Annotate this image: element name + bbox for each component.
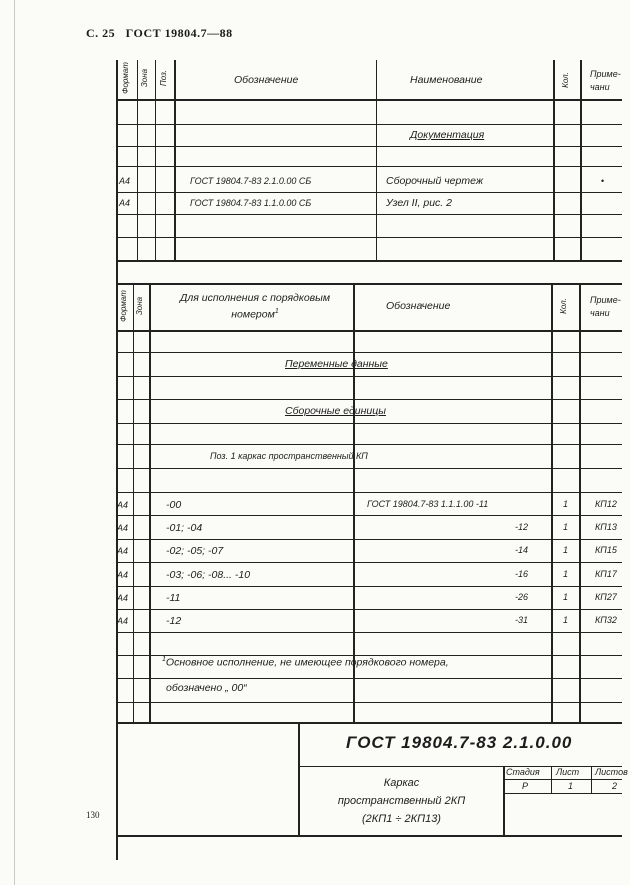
col-header-designation: Обозначение [234,74,299,86]
page-number: С. 25 [86,26,116,40]
table-rule-line [116,586,622,587]
table-rule-line [116,352,622,353]
table-rule-line [116,192,622,193]
table-rule-line [551,283,553,723]
row1-designation: ГОСТ 19804.7-83 2.1.0.00 СБ [190,176,312,186]
title-name-line2: пространственный 2КП [337,795,466,807]
table-rule-line [116,835,622,837]
table-rule-line [116,146,622,147]
page-header [86,26,233,41]
position-line: Поз. 1 каркас пространственный КП [210,451,368,461]
section-variable-data: Переменные данные [285,358,388,370]
table-rule-line [116,444,622,445]
col2-header-qty: Кол. [559,298,568,314]
col2-header-zone: Зона [135,296,144,316]
table-rule-line [116,99,622,101]
table-rule-line [376,60,377,260]
standard-code: ГОСТ 19804.7—88 [125,26,233,40]
table-rule-line [116,330,622,332]
col-header-qty: Кол. [561,72,570,88]
table-rule-line [149,283,151,723]
table-rule-line [155,60,156,260]
section-documentation: Документация [410,129,485,141]
col2-header-format: Формат [119,290,128,322]
table-rule-line [116,678,622,679]
row2-designation: ГОСТ 19804.7-83 1.1.0.00 СБ [190,198,312,208]
col-header-name: Наименование [410,74,483,86]
table-rule-line [116,214,622,215]
scan-edge [14,0,15,885]
table-rule-line [116,609,622,610]
table-rule-line [116,632,622,633]
table-rule-line [503,779,622,780]
col-header-zone: Зона [140,68,149,88]
col-header-note: Приме-чани [590,69,621,92]
table-rule-line [591,766,592,793]
table-rule-line [116,702,622,703]
section-assemblies: Сборочные единицы [285,405,386,417]
table-rule-line [116,492,622,493]
col-header-format: Формат [121,62,130,94]
table-rule-line [116,376,622,377]
table-rule-line [137,60,138,260]
sheets-value: 2 [612,781,618,791]
col2-header-note: Приме-чани [590,295,621,318]
row2-format: А4 [119,198,131,208]
document-code: ГОСТ 19804.7-83 2.1.0.00 [346,733,573,752]
table-rule-line [551,766,552,793]
table-rule-line [116,722,622,724]
row1-name: Сборочный чертеж [386,175,484,187]
table-rule-line [174,60,176,260]
stage-label: Стадия [506,767,540,777]
table-rule-line [116,515,622,516]
col2-header-designation: Обозначение [386,300,451,312]
footnote-line2: обозначено „ 00“ [166,682,247,694]
table-rule-line [116,260,622,262]
sheet-value: 1 [568,781,574,791]
table-rule-line [298,722,300,836]
table-rule-line [580,60,582,260]
stage-value: Р [522,781,529,791]
table-rule-line [116,539,622,540]
sheets-label: Листов [595,767,628,777]
side-page-number: 130 [86,810,100,820]
table-rule-line [116,562,622,563]
sheet-label: Лист [556,767,580,777]
col2-header-variant: Для исполнения с порядковым номером$^1$ [179,292,331,321]
table-rule-line [133,283,134,723]
table-rule-line [116,60,118,860]
col-header-pos: Поз. [159,69,168,87]
table-rule-line [116,283,622,285]
table-rule-line [116,166,622,167]
title-name-line3: (2КП1 ÷ 2КП13) [362,813,441,825]
table-rule-line [116,423,622,424]
table-rule-line [116,468,622,469]
row1-format: А4 [119,176,131,186]
table-rule-line [116,237,622,238]
table-rule-line [553,60,555,260]
table-rule-line [116,399,622,400]
table-rule-line [116,124,622,125]
title-name-line1: Каркас [383,777,420,789]
table-rule-line [503,766,505,836]
row2-name: Узел II, рис. 2 [386,197,452,209]
table-rule-line [503,793,622,794]
row1-note: • [601,176,605,186]
footnote-line1: $^1$Основное исполнение, не имеющее порядкового номера, [162,656,449,669]
table-rule-line [579,283,581,723]
